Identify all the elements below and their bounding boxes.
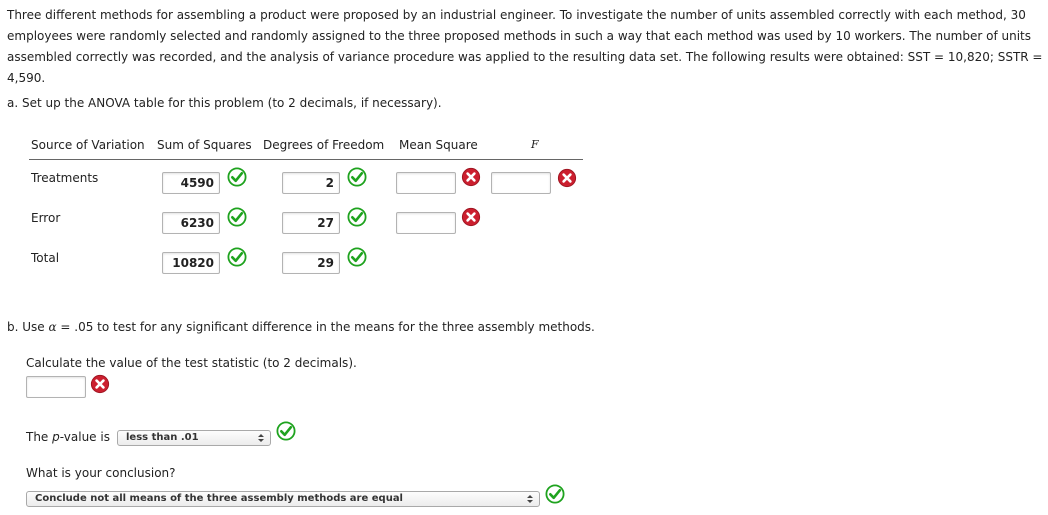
pvalue-label	[26, 430, 110, 444]
check-circle-icon	[545, 484, 565, 504]
header-f: F	[531, 138, 539, 151]
conclusion-select[interactable]	[26, 491, 540, 507]
header-source: Source of Variation	[31, 138, 145, 152]
header-degrees-of-freedom: Degrees of Freedom	[263, 138, 385, 152]
test-statistic-input[interactable]	[26, 376, 86, 398]
part-b-prefix: b. Use	[7, 320, 49, 334]
error-ss-input[interactable]: 6230	[162, 212, 220, 234]
calc-prompt: Calculate the value of the test statistic (to 2 decimals).	[26, 356, 357, 370]
row-label-total: Total	[31, 251, 60, 265]
pvalue-prefix: The	[26, 430, 53, 444]
row-label-treatments: Treatments	[31, 171, 99, 185]
check-circle-icon	[347, 247, 367, 267]
treatments-ss-input[interactable]: 4590	[162, 172, 220, 194]
conclusion-selected-value: Conclude not all means of the three assembly methods are equal	[35, 493, 403, 504]
treatments-ms-input[interactable]	[396, 172, 456, 194]
select-arrows-icon	[527, 494, 533, 504]
part-a-prompt: a. Set up the ANOVA table for this problem (to 2 decimals, if necessary).	[7, 96, 442, 110]
pvalue-selected-value: less than .01	[126, 432, 199, 443]
conclusion-prompt: What is your conclusion?	[26, 466, 176, 480]
check-circle-icon	[347, 207, 367, 227]
error-ms-input[interactable]	[396, 212, 456, 234]
part-b-suffix: = .05 to test for any significant difference in the means for the three assembly methods.	[56, 320, 595, 334]
problem-statement: Three different methods for assembling a product were proposed by an industrial engineer. To investigate the number of units assembled correctly with each method, 30 employees were randomly selected and randomly assigned to the three proposed methods in such a way that each method was used by 10 workers. The number of units assembled correctly was recorded, and the analysis of variance procedure was applied to the resulting data set. The following results were obtained: SST = 10,820; SSTR = 4,590.	[7, 8, 1043, 85]
header-mean-square: Mean Square	[399, 138, 478, 152]
select-arrows-icon	[258, 433, 264, 443]
header-rule	[29, 159, 583, 160]
check-circle-icon	[227, 247, 247, 267]
x-circle-icon	[461, 167, 481, 187]
pvalue-select[interactable]	[117, 430, 271, 446]
x-circle-icon	[557, 168, 577, 188]
total-ss-input[interactable]: 10820	[162, 252, 220, 274]
x-circle-icon	[90, 374, 110, 394]
check-circle-icon	[347, 167, 367, 187]
part-b-prompt	[7, 320, 595, 334]
treatments-f-input[interactable]	[491, 172, 551, 194]
treatments-df-input[interactable]: 2	[282, 172, 340, 194]
check-circle-icon	[227, 167, 247, 187]
header-sum-of-squares: Sum of Squares	[157, 138, 252, 152]
x-circle-icon	[461, 207, 481, 227]
total-df-input[interactable]: 29	[282, 252, 340, 274]
error-df-input[interactable]: 27	[282, 212, 340, 234]
pvalue-suffix: -value is	[59, 430, 110, 444]
check-circle-icon	[227, 207, 247, 227]
pvalue-p: p	[52, 430, 60, 444]
alpha-symbol: α	[48, 320, 57, 334]
row-label-error: Error	[31, 211, 61, 225]
check-circle-icon	[276, 421, 296, 441]
